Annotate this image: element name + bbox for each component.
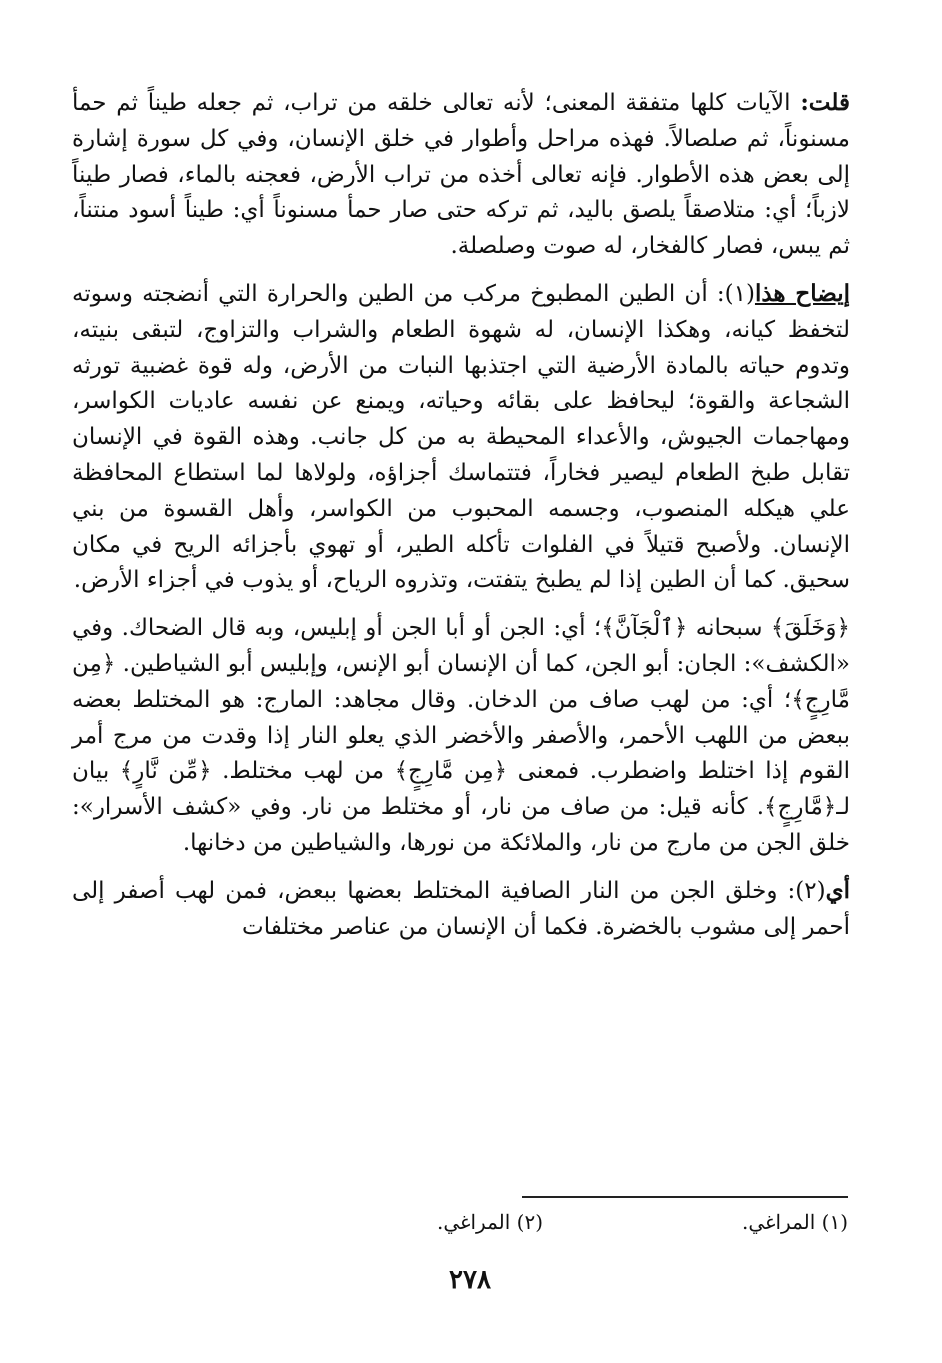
page-number: ٢٧٨	[449, 1265, 491, 1295]
main-text	[72, 85, 850, 956]
footnote-2: (٢) المراغي.	[436, 1210, 543, 1234]
paragraph-lead: أي	[825, 876, 850, 904]
paragraph-lead: إيضاح هذا	[754, 279, 850, 307]
paragraph-lead: قلت:	[800, 89, 850, 116]
paragraph-text: ﴿وَخَلَقَ﴾ سبحانه ﴿ٱلْجَآنَّ﴾؛ أي: الجن أو أبا الجن أو إبليس، وبه قال الضحاك. وفي «الكشف»: الجان: أبو الجن، كما أن الإنسان أبو الإنس، وإبليس أبو الشياطين. ﴿مِن مَّارِجٍ﴾؛ أي: من لهب صاف من الدخان. وقال مجاهد: المارج: هو المختلط بعضه ببعض من اللهب الأحمر، والأصفر والأخضر الذي يعلو النار إذا وقدت من مرج أمر القوم إذا اختلط واضطرب. فمعنى ﴿مِن مَّارِجٍ﴾ من لهب مختلط. ﴿مِّن نَّارٍ﴾ بيان لـ﴿مَّارِجٍ﴾. كأنه قيل: من صاف من نار، أو مختلط من نار. وفي «كشف الأسرار»: خلق الجن من مارج من نار، والملائكة من نورها، والشياطين من دخانها.	[72, 615, 850, 856]
footnote-1: (١) المراغي.	[741, 1210, 848, 1234]
paragraph-text: الآيات كلها متفقة المعنى؛ لأنه تعالى خلقه من تراب، ثم جعله طيناً ثم حمأ مسنوناً، ثم صلصالاً. فهذه مراحل وأطوار في خلق الإنسان، وفي كل سورة إشارة إلى بعض هذه الأطوار. فإنه تعالى أخذه من تراب الأرض، فعجنه بالماء، فصار طيناً لازباً؛ أي: متلاصقاً يلصق باليد، ثم تركه حتى صار حمأ مسنوناً أي: طيناً أسود منتناً، ثم يبس، فصار كالفخار، له صوت وصلصلة.	[72, 90, 850, 260]
footnote-divider	[522, 1196, 848, 1198]
paragraph-idah	[72, 276, 850, 599]
paragraph-text: (٢): وخلق الجن من النار الصافية المختلط بعضها ببعض، فمن لهب أصفر إلى أحمر إلى مشوب بالخضرة. فكما أن الإنسان من عناصر مختلفات	[72, 877, 850, 940]
paragraph-text: (١): أن الطين المطبوخ مركب من الطين والحرارة التي أنضجته وسوته لتخفظ كيانه، وهكذا الإنسان، له شهوة الطعام والشراب والتزاوج، لتبقى بنيته، وتدوم حياته بالمادة الأرضية التي اجتذبها النبات من الأرض، وله قوة غضبية تورثه الشجاعة والقوة؛ ليحافظ على بقائه وحياته، ويمنع عن نفسه عاديات الكواسر، ومهاجمات الجيوش، والأعداء المحيطة به من كل جانب. وهذه القوة في الإنسان تقابل طبخ الطعام ليصير فخاراً، فتتماسك أجزاؤه، ولولاها لما استطاع المحافظة علي هيكله المنصوب، وجسمه المحبوب من الكواسر، وأهل القسوة من بني الإنسان. ولأصبح قتيلاً في الفلوات تأكله الطير، أو تهوي بأجزائه الريح في مكان سحيق. كما أن الطين إذا لم يطبخ يتفتت، وتذروه الرياح، أو يذوب في أجزاء الأرض.	[72, 280, 850, 594]
paragraph-ay	[72, 873, 850, 946]
paragraph-qult	[72, 85, 850, 265]
paragraph-wakhalaqa	[72, 610, 850, 862]
